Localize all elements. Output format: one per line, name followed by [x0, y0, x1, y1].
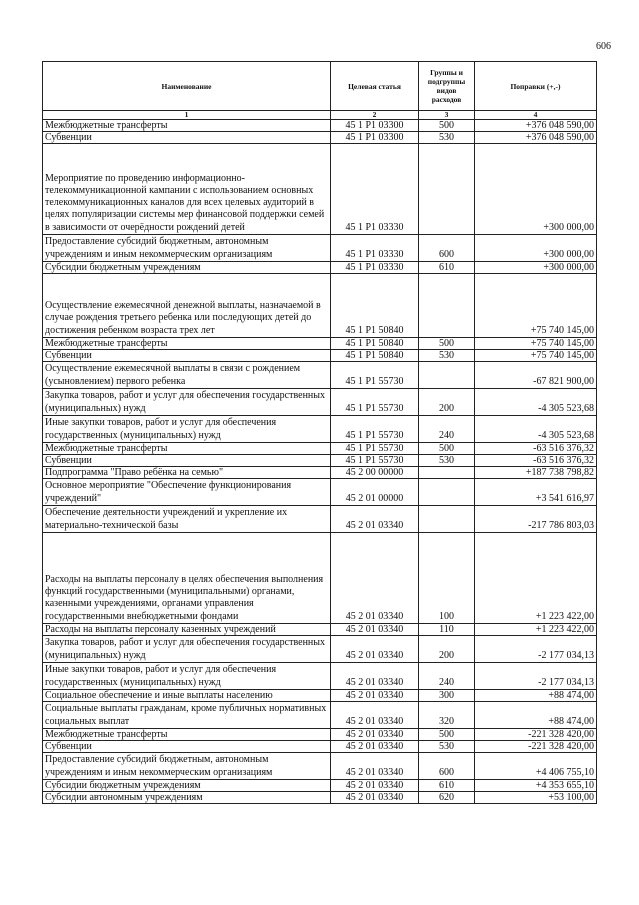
row-expense-group: 320 — [419, 702, 475, 729]
row-amendment: +376 048 590,00 — [475, 120, 597, 132]
row-expense-group: 600 — [419, 753, 475, 780]
row-expense-group: 500 — [419, 729, 475, 741]
row-name: Межбюджетные трансферты — [43, 729, 331, 741]
row-amendment: +1 223 422,00 — [475, 624, 597, 636]
table-header-row — [43, 62, 597, 111]
row-target-article: 45 2 01 03340 — [331, 506, 419, 533]
row-target-article: 45 1 P1 03330 — [331, 262, 419, 274]
row-expense-group: 200 — [419, 636, 475, 663]
column-number: 3 — [419, 111, 475, 120]
row-name: Субсидии бюджетным учреждениям — [43, 262, 331, 274]
table-row — [43, 624, 597, 636]
row-name: Предоставление субсидий бюджетным, автономным учреждениям и иным некоммерческим организациям — [43, 753, 331, 780]
row-name: Мероприятие по проведению информационно-телекоммуникационной кампании с использованием основных телекоммуникационных каналов для всех целевых аудиторий в целях популяризации системы мер финансовой поддержки семей в зависимости от очерёдности рождений детей — [43, 144, 331, 235]
table-row — [43, 416, 597, 443]
row-expense-group — [419, 274, 475, 338]
column-number: 2 — [331, 111, 419, 120]
row-target-article: 45 2 00 00000 — [331, 467, 419, 479]
row-target-article: 45 1 P1 55730 — [331, 455, 419, 467]
row-expense-group: 110 — [419, 624, 475, 636]
row-amendment: +300 000,00 — [475, 235, 597, 262]
row-target-article: 45 1 P1 03300 — [331, 120, 419, 132]
row-target-article: 45 1 P1 03330 — [331, 144, 419, 235]
table-row — [43, 455, 597, 467]
row-amendment: +300 000,00 — [475, 262, 597, 274]
row-name: Основное мероприятие "Обеспечение функционирования учреждений" — [43, 479, 331, 506]
row-name: Социальные выплаты гражданам, кроме публичных нормативных социальных выплат — [43, 702, 331, 729]
row-name: Предоставление субсидий бюджетным, автономным учреждениям и иным некоммерческим организациям — [43, 235, 331, 262]
row-expense-group — [419, 362, 475, 389]
column-number-row — [43, 111, 597, 120]
row-expense-group: 530 — [419, 132, 475, 144]
table-row — [43, 792, 597, 804]
table-row — [43, 729, 597, 741]
row-amendment: +300 000,00 — [475, 144, 597, 235]
row-amendment: +1 223 422,00 — [475, 533, 597, 624]
row-name: Закупка товаров, работ и услуг для обеспечения государственных (муниципальных) нужд — [43, 636, 331, 663]
row-name: Субвенции — [43, 350, 331, 362]
row-amendment: +75 740 145,00 — [475, 350, 597, 362]
table-row — [43, 690, 597, 702]
row-target-article: 45 2 01 00000 — [331, 479, 419, 506]
table-row — [43, 741, 597, 753]
row-amendment: +376 048 590,00 — [475, 132, 597, 144]
row-expense-group: 500 — [419, 443, 475, 455]
row-expense-group — [419, 144, 475, 235]
page-number: 606 — [596, 41, 611, 52]
table-row — [43, 389, 597, 416]
row-expense-group: 610 — [419, 780, 475, 792]
row-expense-group: 240 — [419, 663, 475, 690]
row-name: Расходы на выплаты персоналу казенных учреждений — [43, 624, 331, 636]
row-name: Субсидии автономным учреждениям — [43, 792, 331, 804]
row-expense-group: 530 — [419, 455, 475, 467]
row-target-article: 45 2 01 03340 — [331, 741, 419, 753]
table-row — [43, 362, 597, 389]
row-amendment: -2 177 034,13 — [475, 663, 597, 690]
table-row — [43, 506, 597, 533]
row-expense-group: 200 — [419, 389, 475, 416]
header-target-article: Целевая статья — [331, 62, 419, 111]
row-target-article: 45 2 01 03340 — [331, 753, 419, 780]
row-target-article: 45 2 01 03340 — [331, 663, 419, 690]
row-name: Осуществление ежемесячной выплаты в связи с рождением (усыновлением) первого ребенка — [43, 362, 331, 389]
row-name: Субсидии бюджетным учреждениям — [43, 780, 331, 792]
row-target-article: 45 2 01 03340 — [331, 624, 419, 636]
table-row — [43, 235, 597, 262]
row-expense-group — [419, 467, 475, 479]
row-name: Обеспечение деятельности учреждений и укрепление их материально-технической базы — [43, 506, 331, 533]
table-row — [43, 132, 597, 144]
row-target-article: 45 2 01 03340 — [331, 690, 419, 702]
row-target-article: 45 1 P1 55730 — [331, 443, 419, 455]
row-name: Иные закупки товаров, работ и услуг для обеспечения государственных (муниципальных) нужд — [43, 663, 331, 690]
table-row — [43, 350, 597, 362]
row-target-article: 45 2 01 03340 — [331, 636, 419, 663]
budget-table — [42, 61, 597, 804]
row-target-article: 45 1 P1 50840 — [331, 274, 419, 338]
row-target-article: 45 1 P1 50840 — [331, 350, 419, 362]
table-row — [43, 479, 597, 506]
table-row — [43, 144, 597, 235]
row-name: Социальное обеспечение и иные выплаты населению — [43, 690, 331, 702]
row-name: Закупка товаров, работ и услуг для обеспечения государственных (муниципальных) нужд — [43, 389, 331, 416]
table-row — [43, 467, 597, 479]
row-name: Межбюджетные трансферты — [43, 443, 331, 455]
table-row — [43, 533, 597, 624]
row-amendment: -63 516 376,32 — [475, 455, 597, 467]
table-row — [43, 120, 597, 132]
row-expense-group: 300 — [419, 690, 475, 702]
row-name: Осуществление ежемесячной денежной выплаты, назначаемой в случае рождения третьего ребенка или последующих детей до достижения ребенком возраста трех лет — [43, 274, 331, 338]
row-name: Субвенции — [43, 741, 331, 753]
row-name: Межбюджетные трансферты — [43, 120, 331, 132]
row-amendment: +75 740 145,00 — [475, 338, 597, 350]
row-name: Расходы на выплаты персоналу в целях обеспечения выполнения функций государственными (муниципальными) органами, казенными учреждениями, органами управления государственными внебюджетными фондами — [43, 533, 331, 624]
header-name: Наименование — [43, 62, 331, 111]
row-expense-group: 600 — [419, 235, 475, 262]
row-amendment: +4 406 755,10 — [475, 753, 597, 780]
column-number: 4 — [475, 111, 597, 120]
row-target-article: 45 1 P1 55730 — [331, 389, 419, 416]
table-row — [43, 663, 597, 690]
row-amendment: -4 305 523,68 — [475, 416, 597, 443]
row-name: Субвенции — [43, 455, 331, 467]
row-amendment: +187 738 798,82 — [475, 467, 597, 479]
row-name: Иные закупки товаров, работ и услуг для обеспечения государственных (муниципальных) нужд — [43, 416, 331, 443]
row-expense-group: 500 — [419, 120, 475, 132]
row-expense-group: 530 — [419, 350, 475, 362]
table-row — [43, 274, 597, 338]
row-target-article: 45 2 01 03340 — [331, 533, 419, 624]
header-amendments: Поправки (+,-) — [475, 62, 597, 111]
row-name: Межбюджетные трансферты — [43, 338, 331, 350]
row-amendment: -4 305 523,68 — [475, 389, 597, 416]
row-expense-group: 240 — [419, 416, 475, 443]
table-row — [43, 702, 597, 729]
table-body — [43, 120, 597, 804]
column-number: 1 — [43, 111, 331, 120]
row-target-article: 45 1 P1 03300 — [331, 132, 419, 144]
row-expense-group: 530 — [419, 741, 475, 753]
row-target-article: 45 2 01 03340 — [331, 702, 419, 729]
row-amendment: -221 328 420,00 — [475, 741, 597, 753]
table-row — [43, 780, 597, 792]
row-amendment: -67 821 900,00 — [475, 362, 597, 389]
row-target-article: 45 2 01 03340 — [331, 729, 419, 741]
row-expense-group: 610 — [419, 262, 475, 274]
row-target-article: 45 1 P1 50840 — [331, 338, 419, 350]
row-target-article: 45 1 P1 55730 — [331, 362, 419, 389]
table-row — [43, 636, 597, 663]
row-amendment: -217 786 803,03 — [475, 506, 597, 533]
row-target-article: 45 2 01 03340 — [331, 780, 419, 792]
row-expense-group: 100 — [419, 533, 475, 624]
row-name: Субвенции — [43, 132, 331, 144]
table-row — [43, 443, 597, 455]
row-amendment: +3 541 616,97 — [475, 479, 597, 506]
row-target-article: 45 1 P1 03330 — [331, 235, 419, 262]
table-row — [43, 753, 597, 780]
row-name: Подпрограмма "Право ребёнка на семью" — [43, 467, 331, 479]
row-amendment: +88 474,00 — [475, 702, 597, 729]
row-amendment: -221 328 420,00 — [475, 729, 597, 741]
row-expense-group — [419, 506, 475, 533]
row-amendment: +4 353 655,10 — [475, 780, 597, 792]
row-amendment: +75 740 145,00 — [475, 274, 597, 338]
row-expense-group: 500 — [419, 338, 475, 350]
row-expense-group: 620 — [419, 792, 475, 804]
table-row — [43, 262, 597, 274]
row-amendment: +88 474,00 — [475, 690, 597, 702]
row-target-article: 45 1 P1 55730 — [331, 416, 419, 443]
header-expense-group: Группы и подгруппы видов расходов — [419, 62, 475, 111]
table-row — [43, 338, 597, 350]
row-amendment: -63 516 376,32 — [475, 443, 597, 455]
row-amendment: +53 100,00 — [475, 792, 597, 804]
row-amendment: -2 177 034,13 — [475, 636, 597, 663]
row-target-article: 45 2 01 03340 — [331, 792, 419, 804]
row-expense-group — [419, 479, 475, 506]
